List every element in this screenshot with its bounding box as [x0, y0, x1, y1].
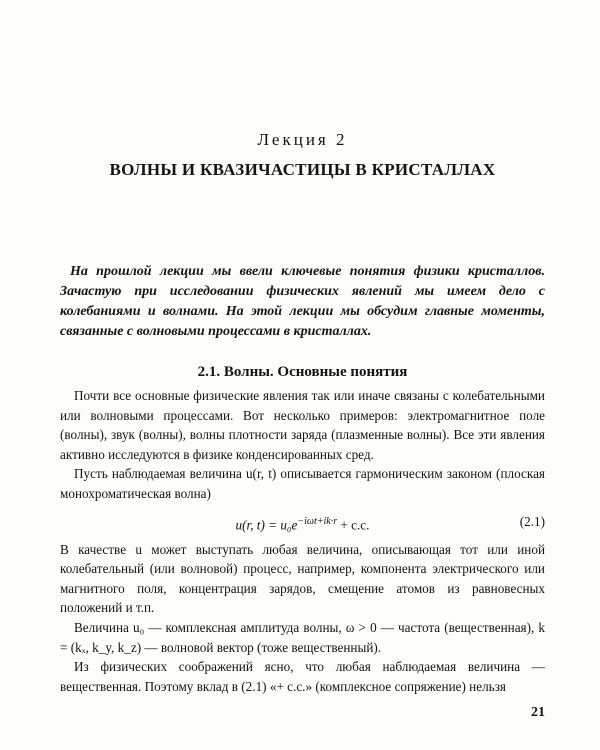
body-text [60, 386, 545, 696]
page-number: 21 [531, 705, 545, 720]
equation-2-1 [60, 504, 545, 543]
intro-paragraph: На прошлой лекции мы ввели ключевые понятия физики кристаллов. Зачастую при исследовании физических явлений мы имеем дело с колебаниями и волнами. На этой лекции мы обсудим главные моменты, связанные с волновыми процессами в кристаллах. [60, 264, 545, 339]
equation-number: (2.1) [519, 513, 545, 529]
paragraph-3: В качестве u может выступать любая величина, описывающая тот или иной колебательный (или волновой) процесс, например, компонента электрического или магнитного поля, концентрация зарядов, смещение атомов из равновесных положений и т.п. [60, 541, 545, 616]
equation-rhs: + c.c. [337, 516, 370, 532]
equation-lhs: u(r, t) = u₀e [235, 516, 298, 532]
paragraph-2: Пусть наблюдаемая величина u(r, t) описывается гармоническим законом (плоская монохроматическая волна) [60, 466, 545, 501]
equation-row [60, 504, 545, 540]
paragraph-1: Почти все основные физические явления так или иначе связаны с колебательными или волновыми процессами. Вот несколько примеров: электромагнитное поле (волны), звук (волны), волны плотности заряда (плазменные волны). Все эти явления активно исследуются в физике конденсированных сред. [60, 388, 545, 462]
lecture-title: ВОЛНЫ И КВАЗИЧАСТИЦЫ В КРИСТАЛЛАХ [109, 160, 496, 179]
paragraph-5: Из физических соображений ясно, что любая наблюдаемая величина — вещественная. Поэтому вклад в (2.1) «+ c.c.» (комплексное сопряжение) нельзя [60, 659, 545, 694]
equation-exponent: −iωt+ik·r [297, 515, 338, 527]
lecture-label: Лекция 2 [257, 130, 348, 149]
section-heading: 2.1. Волны. Основные понятия [197, 364, 408, 380]
intro-block [60, 262, 545, 342]
paragraph-4: Величина u₀ — комплексная амплитуда волны, ω > 0 — частота (вещественная), k = (kₓ, k_y, k_z) — волновой вектор (тоже вещественный). [60, 619, 545, 655]
book-page [60, 0, 545, 750]
